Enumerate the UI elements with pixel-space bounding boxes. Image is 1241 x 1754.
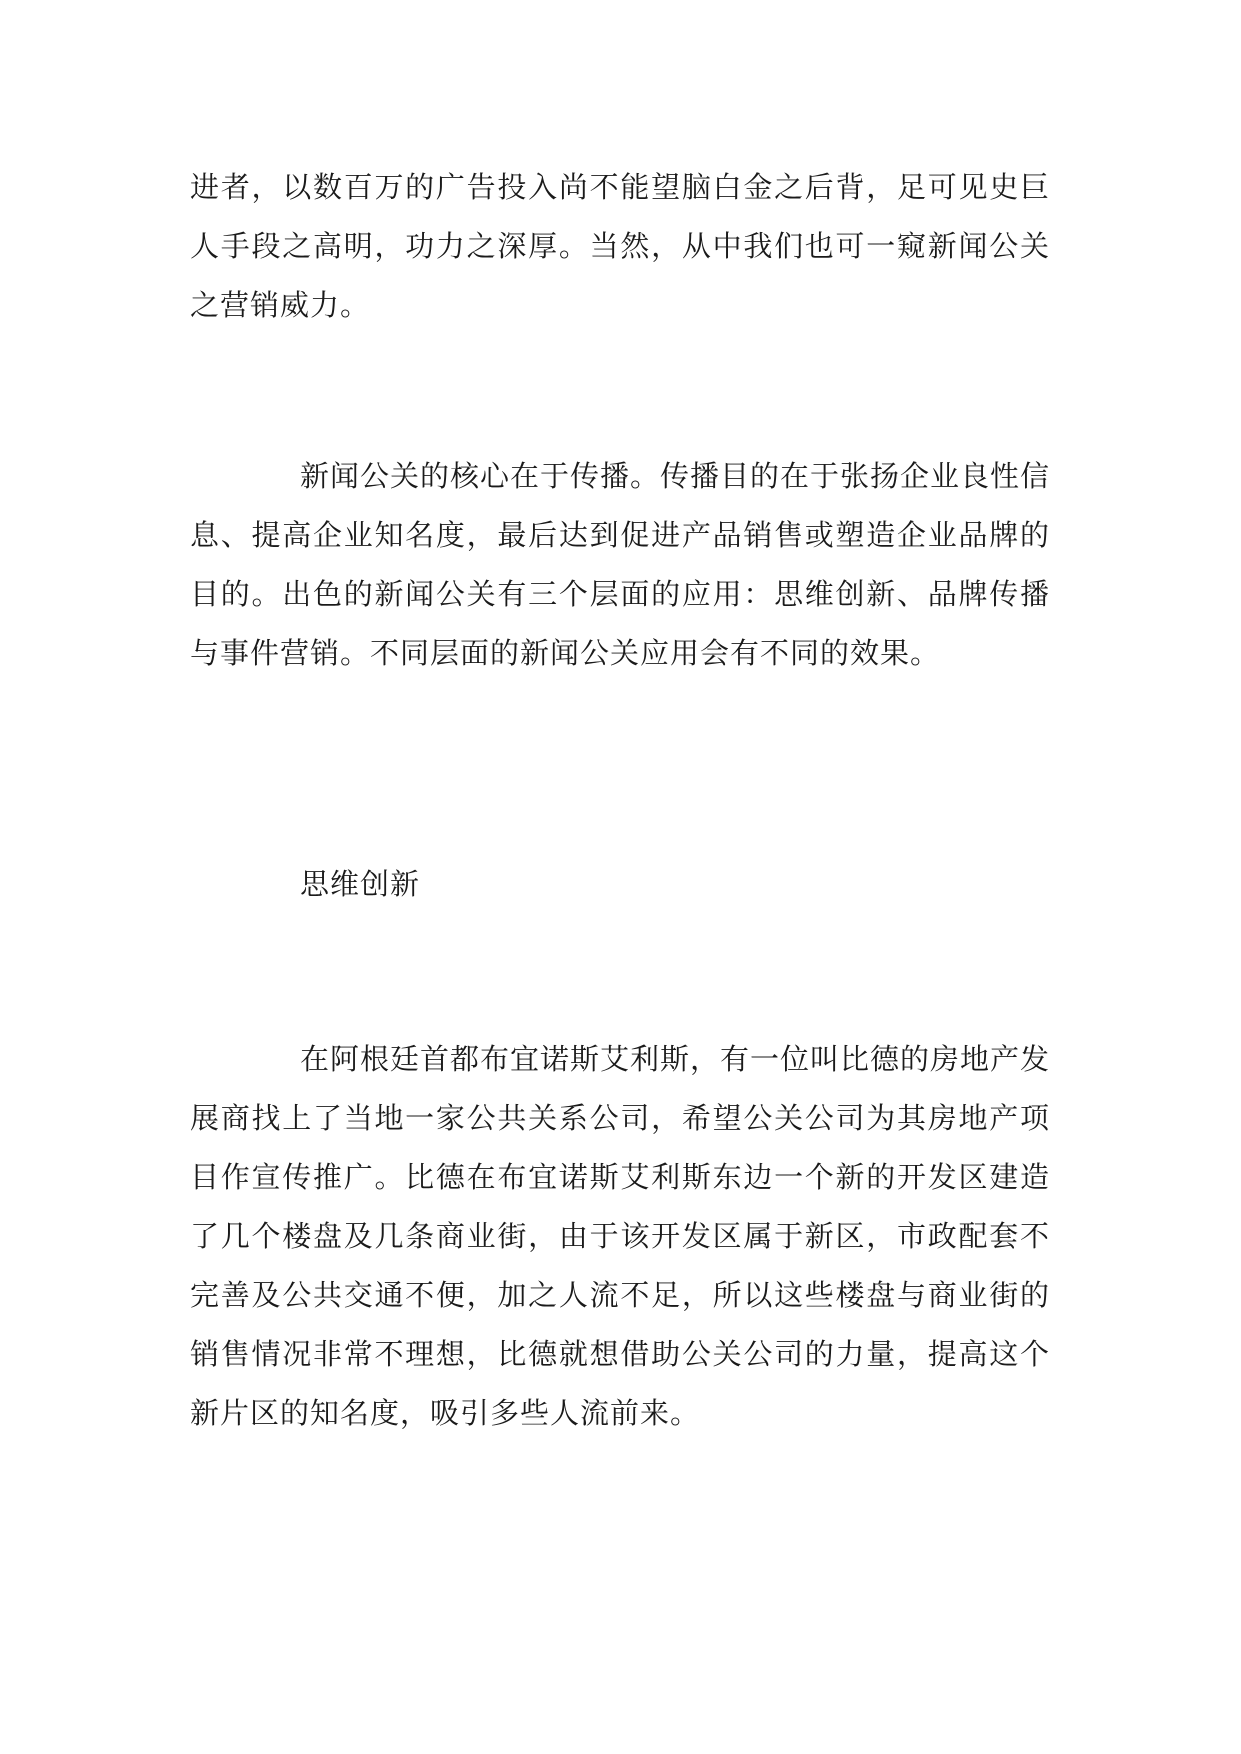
section-heading-thinking-innovation: 思维创新 [300, 867, 421, 901]
paragraph-news-pr-core: 新闻公关的核心在于传播。传播目的在于张扬企业良性信息、提高企业知名度，最后达到促进产品销售或塑造企业品牌的目的。出色的新闻公关有三个层面的应用：思维创新、品牌传播与事件营销。不同层面的新闻公关应用会有不同的效果。 [190, 459, 1051, 670]
paragraph-argentina-case: 在阿根廷首都布宜诺斯艾利斯，有一位叫比德的房地产发展商找上了当地一家公共关系公司，希望公关公司为其房地产项目作宣传推广。比德在布宜诺斯艾利斯东边一个新的开发区建造了几个楼盘及几条商业街，由于该开发区属于新区，市政配套不完善及公共交通不便，加之人流不足，所以这些楼盘与商业街的销售情况非常不理想，比德就想借助公关公司的力量，提高这个新片区的知名度，吸引多些人流前来。 [190, 1042, 1051, 1430]
paragraph-continuation: 进者，以数百万的广告投入尚不能望脑白金之后背，足可见史巨人手段之高明，功力之深厚。当然，从中我们也可一窥新闻公关之营销威力。 [190, 170, 1050, 322]
